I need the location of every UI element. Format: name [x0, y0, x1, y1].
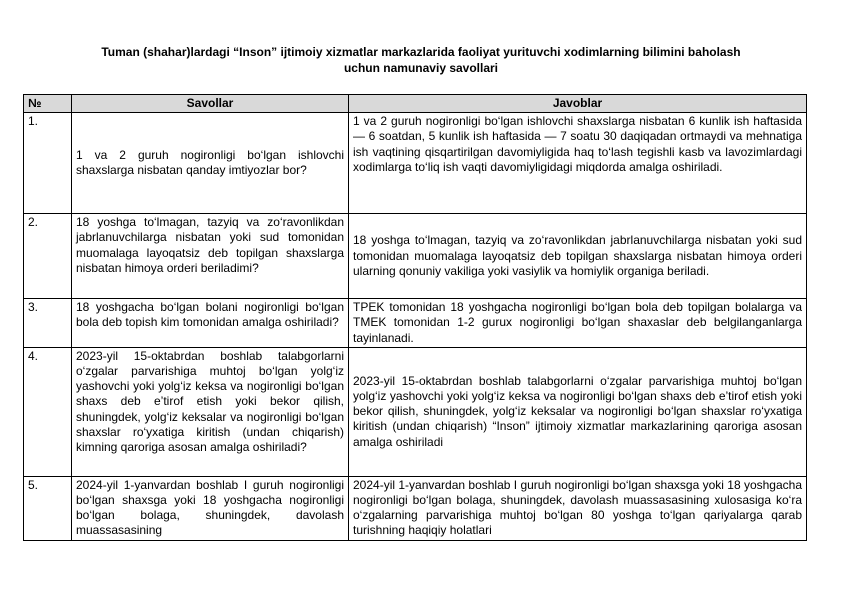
header-answers: Javoblar: [349, 95, 807, 113]
row-number: 2.: [24, 214, 72, 299]
header-number: №: [24, 95, 72, 113]
document-title: [40, 44, 802, 76]
answer-cell: 1 va 2 guruh nogironligi bo‘lgan ishlovchi shaxslarga nisbatan 6 kunlik ish haftasida — 6 soatdan, 5 kunlik ish haftasida — 7 soatu 30 daqiqadan ortmaydi va mehnatiga ish vaqtining qisqartirilgan davomiyligida haq to‘lash tegishli kasb va lavozimlardagi xodimlarga to‘liq ish vaqti davomiyligidagi miqdorda amalga oshiriladi.: [349, 113, 807, 214]
header-questions: Savollar: [72, 95, 349, 113]
answer-cell: 2024-yil 1-yanvardan boshlab I guruh nogironligi bo‘lgan shaxsga yoki 18 yoshgacha nogironligi bo‘lgan bolaga, shuningdek, davolash muassasasining xulosasiga ko‘ra o‘zgalarning parvarishiga muhtoj bo‘lgan 80 yoshga to‘lgan qariyalarga qarab turishning haqiqiy holatlari: [349, 476, 807, 540]
question-cell: 1 va 2 guruh nogironligi bo‘lgan ishlovchi shaxslarga nisbatan qanday imtiyozlar bor?: [72, 113, 349, 214]
row-number: 3.: [24, 299, 72, 348]
title-line-1: Tuman (shahar)lardagi “Inson” ijtimoiy xizmatlar markazlarida faoliyat yurituvchi xodimlarning bilimini baholash: [101, 45, 741, 59]
answer-cell: TPEK tomonidan 18 yoshgacha nogironligi bo‘lgan bola deb topilgan bolalarga va TMEK tomonidan 1-2 gurux nogironligi bo‘lgan shaxaslar deb belgilanganlarga tayinlanadi.: [349, 299, 807, 348]
title-line-2: uchun namunaviy savollari: [343, 61, 499, 75]
table-row: [24, 113, 807, 214]
question-cell: 2024-yil 1-yanvardan boshlab I guruh nogironligi bo‘lgan shaxsga yoki 18 yoshgacha nogironligi bo‘lgan bolaga, shuningdek, davolash muassasasining: [72, 476, 349, 540]
question-cell: 18 yoshga to‘lmagan, tazyiq va zo‘ravonlikdan jabrlanuvchilarga nisbatan yoki sud tomonidan muomalaga layoqatsiz deb topilgan shaxslarga nisbatan himoya orderi beriladimi?: [72, 214, 349, 299]
answer-cell: 2023-yil 15-oktabrdan boshlab talabgorlarni o‘zgalar parvarishiga muhtoj bo‘lgan yolg‘iz yashovchi yoki yolg‘iz keksa va nogironligi bo‘lgan shaxs deb e’tirof etish yoki bekor qilish, shuningdek, yolg‘iz keksalar va nogironligi bo‘lgan shaxslar ro‘yxatiga kiritish (undan chiqarish) “Inson” ijtimoiy xizmatlar markazlarining qaroriga asosan amalga oshiriladi: [349, 347, 807, 476]
row-number: 1.: [24, 113, 72, 214]
row-number: 4.: [24, 347, 72, 476]
answer-cell: 18 yoshga to‘lmagan, tazyiq va zo‘ravonlikdan jabrlanuvchilarga nisbatan yoki sud tomonidan muomalaga layoqatsiz deb topilgan shaxslarga nisbatan himoya orderi ularning qonuniy vakiliga yoki vasiylik va homiylik organiga beriladi.: [349, 214, 807, 299]
table-row: [24, 214, 807, 299]
question-cell: 2023-yil 15-oktabrdan boshlab talabgorlarni o‘zgalar parvarishiga muhtoj bo‘lgan yolg‘iz yashovchi yoki yolg‘iz keksa va nogironligi bo‘lgan shaxs deb e’tirof etish yoki bekor qilish, shuningdek, yolg‘iz keksalar va nogironligi bo‘lgan shaxslar ro‘yxatiga kiritish (undan chiqarish) kimning qaroriga asosan amalga oshiriladi?: [72, 347, 349, 476]
table-header-row: [24, 95, 807, 113]
row-number: 5.: [24, 476, 72, 540]
table-row: [24, 347, 807, 476]
table-row: [24, 476, 807, 540]
table-row: [24, 299, 807, 348]
question-cell: 18 yoshgacha bo‘lgan bolani nogironligi bo‘lgan bola deb topish kim tomonidan amalga oshiriladi?: [72, 299, 349, 348]
questions-table: [23, 94, 807, 541]
